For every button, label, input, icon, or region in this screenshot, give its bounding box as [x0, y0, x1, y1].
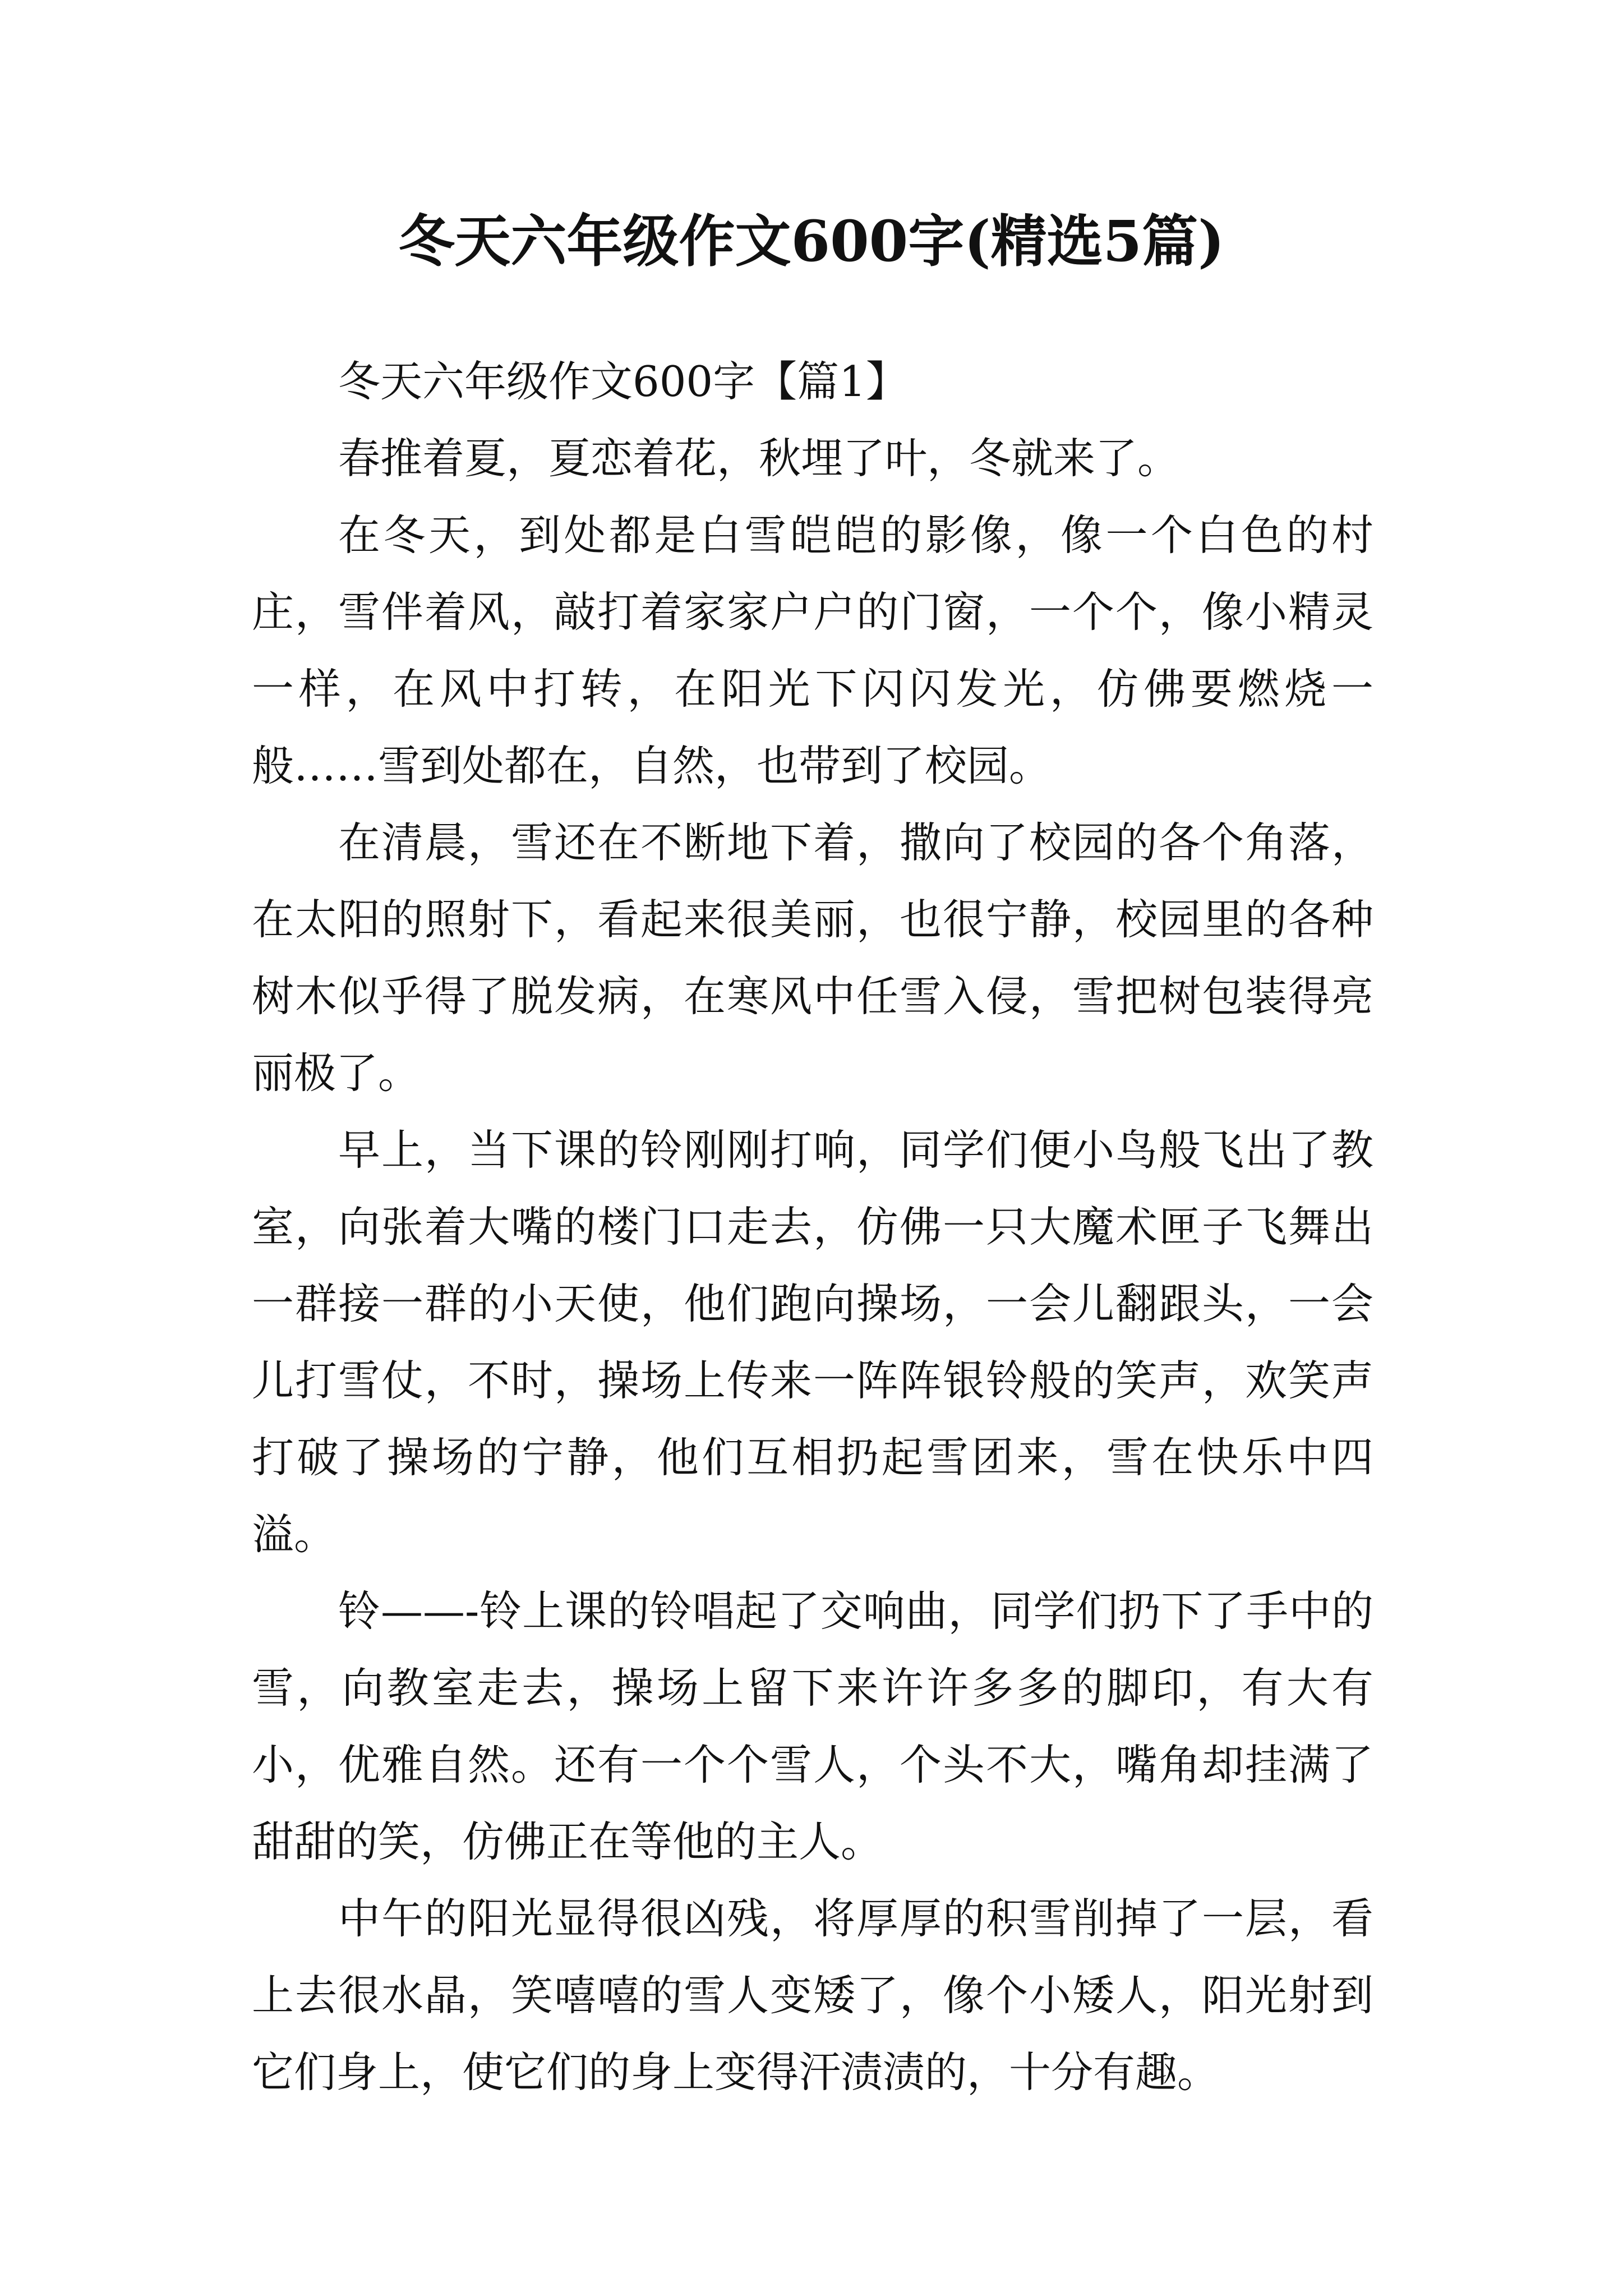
- paragraph-2: 在冬天，到处都是白雪皑皑的影像，像一个白色的村庄，雪伴着风，敲打着家家户户的门窗，一个个，像小精灵一样，在风中打转，在阳光下闪闪发光，仿佛要燃烧一般……雪到处都在，自然，也带到了校园。: [252, 510, 1373, 790]
- document-body: [252, 343, 1373, 2111]
- section-heading: 冬天六年级作文600字【篇1】: [338, 357, 908, 406]
- paragraph-3: 在清晨，雪还在不断地下着，撒向了校园的各个角落，在太阳的照射下，看起来很美丽，也很宁静，校园里的各种树木似乎得了脱发病，在寒风中任雪入侵，雪把树包装得亮丽极了。: [252, 818, 1373, 1098]
- paragraph-4: 早上，当下课的铃刚刚打响，同学们便小鸟般飞出了教室，向张着大嘴的楼门口走去，仿佛一只大魔术匣子飞舞出一群接一群的小天使，他们跑向操场，一会儿翻跟头，一会儿打雪仗，不时，操场上传来一阵阵银铃般的笑声，欢笑声打破了操场的宁静，他们互相扔起雪团来，雪在快乐中四溢。: [252, 1125, 1373, 1559]
- paragraph-1: 春推着夏，夏恋着花，秋埋了叶，冬就来了。: [338, 434, 1180, 483]
- document-title: 冬天六年级作文600字(精选5篇): [398, 208, 1225, 274]
- paragraph-6: 中午的阳光显得很凶残，将厚厚的积雪削掉了一层，看上去很水晶，笑嘻嘻的雪人变矮了，像个小矮人，阳光射到它们身上，使它们的身上变得汗渍渍的，十分有趣。: [252, 1894, 1373, 2097]
- paragraph-5: 铃——-铃上课的铃唱起了交响曲，同学们扔下了手中的雪，向教室走去，操场上留下来许许多多的脚印，有大有小，优雅自然。还有一个个雪人，个头不大，嘴角却挂满了甜甜的笑，仿佛正在等他的主人。: [252, 1586, 1373, 1866]
